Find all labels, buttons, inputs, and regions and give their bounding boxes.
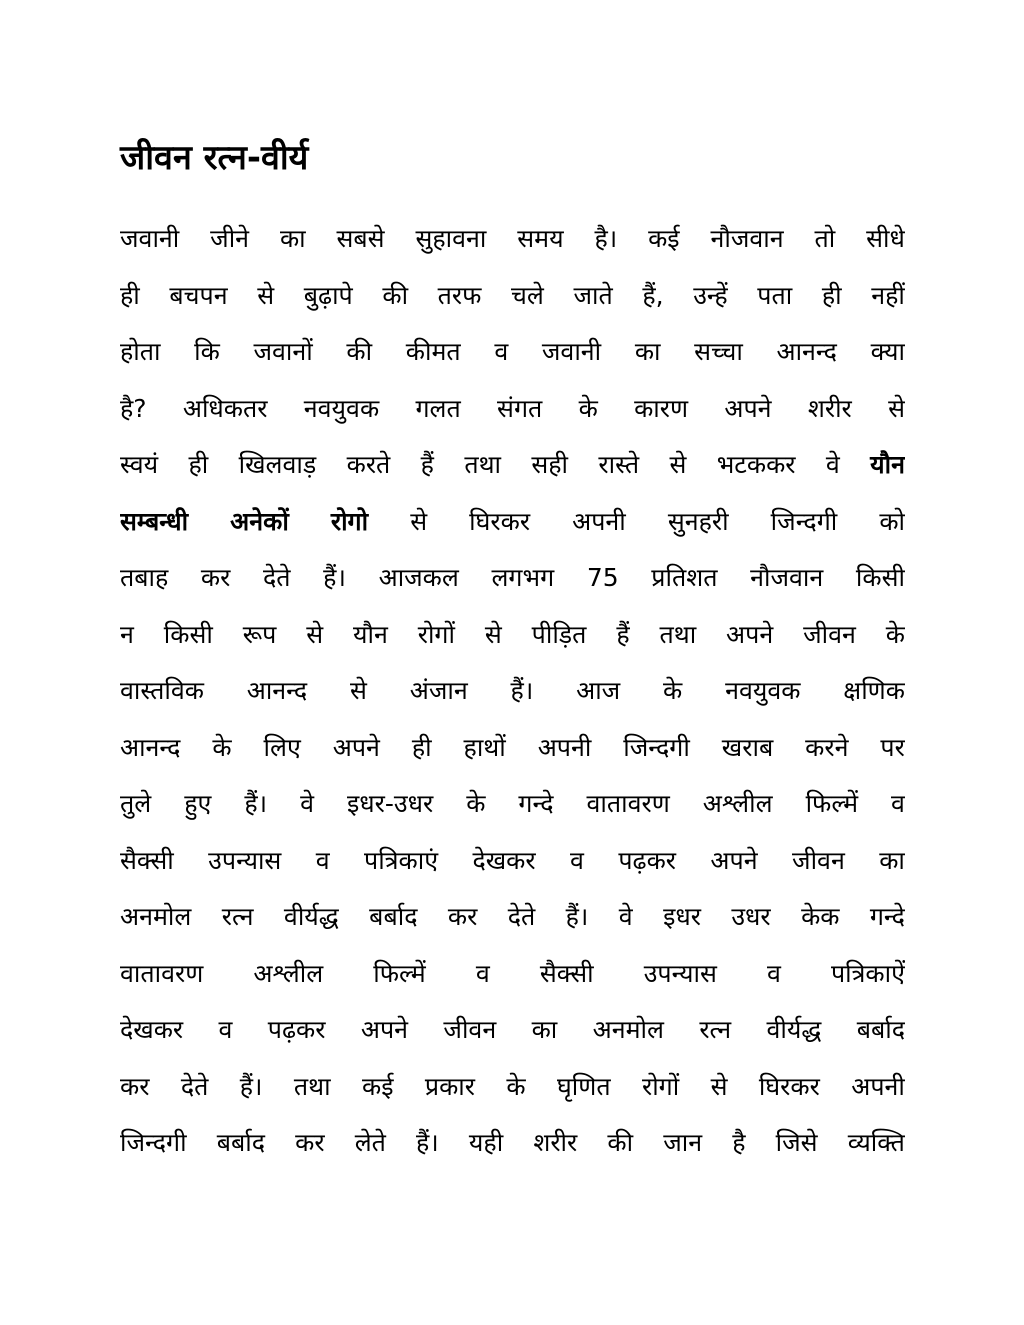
word: ही bbox=[120, 280, 140, 310]
word: यौन bbox=[353, 619, 388, 649]
word: अश्लील bbox=[253, 958, 324, 988]
word: कर bbox=[295, 1128, 325, 1158]
text-line bbox=[120, 832, 905, 889]
text-line bbox=[120, 1058, 905, 1115]
word: सीधे bbox=[866, 224, 905, 254]
word: वे bbox=[825, 450, 840, 480]
word: जवानों bbox=[253, 337, 313, 367]
word: आनन्द bbox=[120, 732, 181, 762]
word: उपन्यास bbox=[208, 845, 282, 875]
word: सच्चा bbox=[694, 337, 743, 367]
word: संगत bbox=[497, 393, 543, 423]
word: लगभग bbox=[491, 563, 555, 593]
word: नवयुवक bbox=[303, 393, 380, 423]
word: होता bbox=[120, 337, 161, 367]
word: से bbox=[484, 619, 502, 649]
word: हाथों bbox=[463, 732, 506, 762]
word: बर्बाद bbox=[856, 1015, 905, 1045]
text-line bbox=[120, 775, 905, 832]
word: उपन्यास bbox=[643, 958, 717, 988]
text-line bbox=[120, 606, 905, 663]
word: का bbox=[531, 1015, 558, 1045]
word: अनमोल bbox=[592, 1015, 664, 1045]
word: नहीं bbox=[871, 280, 905, 310]
word: अपनी bbox=[572, 506, 626, 536]
word: ही bbox=[411, 732, 432, 762]
word: नवयुवक bbox=[725, 676, 801, 706]
word: पर bbox=[880, 732, 905, 762]
word: किसी bbox=[163, 619, 213, 649]
word: वातावरण bbox=[586, 789, 670, 819]
word: से bbox=[710, 1071, 728, 1101]
bold-word: यौन bbox=[870, 450, 905, 480]
word: शरीर bbox=[533, 1128, 578, 1158]
word: से bbox=[410, 506, 428, 536]
word: तथा bbox=[659, 619, 697, 649]
word: जवानी bbox=[120, 224, 180, 254]
text-line bbox=[120, 549, 905, 606]
word: अपने bbox=[360, 1015, 409, 1045]
word: से bbox=[350, 676, 367, 706]
word: देते bbox=[263, 563, 291, 593]
word: हैं। bbox=[244, 789, 268, 819]
word: लेते bbox=[354, 1128, 386, 1158]
word: के bbox=[506, 1071, 526, 1101]
word: अपने bbox=[332, 732, 380, 762]
text-line bbox=[120, 323, 905, 380]
word: देखकर bbox=[472, 845, 536, 875]
word: सबसे bbox=[336, 224, 385, 254]
word: केक bbox=[801, 902, 840, 932]
page-title: जीवन रत्न-वीर्य bbox=[120, 138, 309, 178]
word: रास्ते bbox=[598, 450, 640, 480]
word: रोगों bbox=[417, 619, 455, 649]
word: हैं। bbox=[416, 1128, 439, 1158]
word: सैक्सी bbox=[120, 845, 174, 875]
text-line bbox=[120, 380, 905, 437]
word: हैं bbox=[616, 619, 630, 649]
word: रोगों bbox=[641, 1071, 680, 1101]
word: जिन्दगी bbox=[770, 506, 838, 536]
word: तुले bbox=[120, 789, 152, 819]
word: का bbox=[279, 224, 306, 254]
word: व bbox=[494, 337, 509, 367]
word: अधिकतर bbox=[182, 393, 268, 423]
word: 75 bbox=[586, 562, 619, 592]
word: बचपन bbox=[169, 280, 228, 310]
word: जान bbox=[663, 1128, 703, 1158]
bold-word: अनेकों bbox=[230, 506, 289, 536]
word: खराब bbox=[721, 732, 774, 762]
word: जिसे bbox=[775, 1128, 818, 1158]
word: ही bbox=[188, 450, 209, 480]
word: करते bbox=[346, 450, 391, 480]
word: किसी bbox=[855, 563, 905, 593]
word: वातावरण bbox=[120, 958, 204, 988]
word: कर bbox=[120, 1071, 150, 1101]
word: जीवन bbox=[792, 845, 845, 875]
word: इधर-उधर bbox=[346, 789, 434, 819]
word: देते bbox=[180, 1071, 209, 1101]
word: अंजान bbox=[409, 676, 468, 706]
word: जीवन bbox=[443, 1015, 497, 1045]
word: उन्हें bbox=[693, 280, 728, 310]
text-line bbox=[120, 267, 905, 324]
word: व bbox=[570, 845, 584, 875]
word: कीमत bbox=[405, 337, 461, 367]
word: आनन्द bbox=[776, 337, 837, 367]
word: प्रकार bbox=[424, 1071, 476, 1101]
word: बर्बाद bbox=[216, 1128, 266, 1158]
word: तो bbox=[814, 224, 836, 254]
word: पीड़ित bbox=[531, 619, 587, 649]
word: की bbox=[346, 337, 373, 367]
word: कई bbox=[648, 224, 680, 254]
word: जीवन bbox=[803, 619, 856, 649]
word: वीर्यद्ध bbox=[283, 902, 339, 932]
word: रत्न bbox=[699, 1015, 732, 1045]
word: यही bbox=[468, 1128, 504, 1158]
word: अपने bbox=[710, 845, 758, 875]
word: हुए bbox=[184, 789, 212, 819]
word: कई bbox=[362, 1071, 394, 1101]
word: व bbox=[766, 958, 781, 988]
bold-word: सम्बन्धी bbox=[120, 506, 189, 536]
word: भटककर bbox=[716, 450, 796, 480]
word: से bbox=[888, 393, 905, 423]
text-line bbox=[120, 945, 905, 1002]
word: चले bbox=[511, 280, 544, 310]
word: फिल्में bbox=[805, 789, 859, 819]
word: पत्रिकाऐं bbox=[830, 958, 905, 988]
word: शरीर bbox=[807, 393, 852, 423]
word: देखकर bbox=[120, 1015, 184, 1045]
word: की bbox=[607, 1128, 634, 1158]
word: कारण bbox=[634, 393, 689, 423]
word: रत्न bbox=[221, 902, 254, 932]
word: क्या bbox=[870, 337, 905, 367]
word: की bbox=[382, 280, 409, 310]
word: व्यक्ति bbox=[847, 1128, 905, 1158]
word: के bbox=[466, 789, 486, 819]
word: व bbox=[218, 1015, 233, 1045]
word: अपने bbox=[726, 619, 774, 649]
word: लिए bbox=[263, 732, 301, 762]
word: नौजवान bbox=[710, 224, 784, 254]
word: है। bbox=[594, 224, 618, 254]
word: सुनहरी bbox=[667, 506, 729, 536]
word: आज bbox=[576, 676, 621, 706]
word: पत्रिकाएं bbox=[364, 845, 439, 875]
word: अनमोल bbox=[120, 902, 192, 932]
word: स्वयं bbox=[120, 450, 159, 480]
word: खिलवाड़ bbox=[238, 450, 317, 480]
word: आनन्द bbox=[246, 676, 308, 706]
word: बुढ़ापे bbox=[303, 280, 353, 310]
word: हैं। bbox=[510, 676, 534, 706]
word: कर bbox=[200, 563, 231, 593]
text-line bbox=[120, 888, 905, 945]
word: सुहावना bbox=[415, 224, 487, 254]
word: रूप bbox=[242, 619, 277, 649]
word: हैं। bbox=[323, 563, 346, 593]
word: करने bbox=[805, 732, 849, 762]
word: न bbox=[120, 619, 134, 649]
text-line bbox=[120, 1114, 905, 1171]
word: को bbox=[879, 506, 905, 536]
word: व bbox=[315, 845, 330, 875]
word: देते bbox=[507, 902, 536, 932]
word: वे bbox=[618, 902, 633, 932]
word: पता bbox=[757, 280, 793, 310]
word: के bbox=[212, 732, 232, 762]
text-line bbox=[120, 436, 905, 493]
word: सैक्सी bbox=[539, 958, 594, 988]
word: जवानी bbox=[541, 337, 602, 367]
word: है? bbox=[120, 393, 147, 423]
word: गलत bbox=[415, 393, 461, 423]
word: कर bbox=[447, 902, 478, 932]
word: तरफ bbox=[437, 280, 482, 310]
word: वास्तविक bbox=[120, 676, 204, 706]
word: घृणित bbox=[557, 1071, 611, 1101]
text-line bbox=[120, 493, 905, 550]
word: व bbox=[891, 789, 905, 819]
word: जीने bbox=[210, 224, 250, 254]
word: पढ़कर bbox=[267, 1015, 326, 1045]
word: का bbox=[879, 845, 905, 875]
word: के bbox=[663, 676, 683, 706]
word: अपने bbox=[724, 393, 772, 423]
word: बर्बाद bbox=[369, 902, 418, 932]
word: घिरकर bbox=[469, 506, 531, 536]
word: सही bbox=[531, 450, 569, 480]
word: से bbox=[306, 619, 324, 649]
word: इधर bbox=[663, 902, 701, 932]
word: घिरकर bbox=[758, 1071, 820, 1101]
word: जिन्दगी bbox=[120, 1128, 187, 1158]
word: नौजवान bbox=[750, 563, 824, 593]
word: तथा bbox=[464, 450, 502, 480]
word: वीर्यद्ध bbox=[766, 1015, 822, 1045]
word: उधर bbox=[731, 902, 771, 932]
word: क्षणिक bbox=[843, 676, 905, 706]
word: से bbox=[669, 450, 687, 480]
word: गन्दे bbox=[869, 902, 905, 932]
word: हैं, bbox=[642, 280, 664, 310]
word: है bbox=[732, 1128, 746, 1158]
word: कि bbox=[194, 337, 220, 367]
word: प्रतिशत bbox=[651, 563, 718, 593]
word: गन्दे bbox=[518, 789, 554, 819]
word: अश्लील bbox=[702, 789, 773, 819]
body-paragraph bbox=[120, 210, 905, 1171]
word: जिन्दगी bbox=[623, 732, 690, 762]
word: तबाह bbox=[120, 563, 169, 593]
word: हैं bbox=[420, 450, 434, 480]
word: आजकल bbox=[378, 563, 459, 593]
text-line bbox=[120, 210, 905, 267]
word: तथा bbox=[293, 1071, 331, 1101]
word: अपनी bbox=[851, 1071, 905, 1101]
word: से bbox=[257, 280, 275, 310]
word: अपनी bbox=[537, 732, 592, 762]
word: पढ़कर bbox=[618, 845, 677, 875]
word: ही bbox=[821, 280, 842, 310]
word: व bbox=[475, 958, 490, 988]
text-line bbox=[120, 719, 905, 776]
word: का bbox=[634, 337, 661, 367]
word: के bbox=[578, 393, 598, 423]
word: के bbox=[885, 619, 905, 649]
word: समय bbox=[517, 224, 564, 254]
bold-word: रोगो bbox=[330, 506, 369, 536]
word: हैं। bbox=[565, 902, 589, 932]
word: फिल्में bbox=[373, 958, 426, 988]
word: वे bbox=[300, 789, 314, 819]
word: हैं। bbox=[239, 1071, 263, 1101]
text-line bbox=[120, 1001, 905, 1058]
text-line bbox=[120, 662, 905, 719]
word: जाते bbox=[573, 280, 613, 310]
